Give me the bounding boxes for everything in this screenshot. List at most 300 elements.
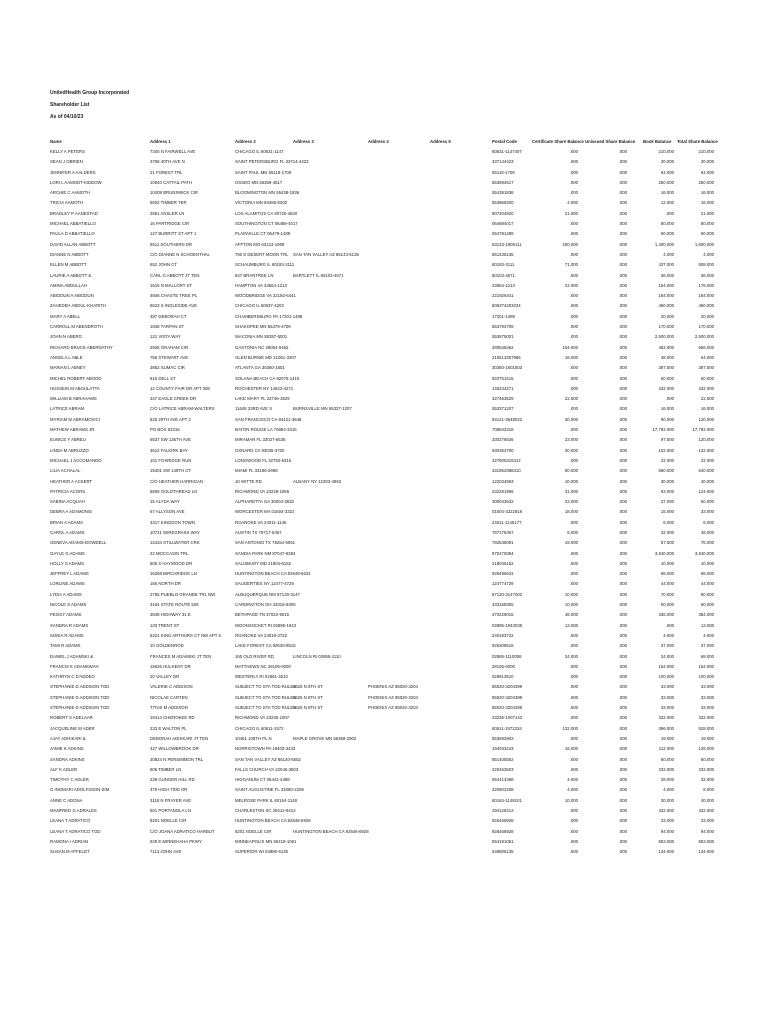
certificate-share-balance-cell: .000 — [569, 766, 578, 772]
unissued-share-balance-cell: .000 — [618, 385, 627, 391]
name-cell: LORLINE ADAMS — [50, 581, 85, 587]
table-row — [0, 334, 770, 344]
unissued-share-balance-cell: .000 — [618, 838, 627, 844]
address-3-cell: BARTLETT IL 60103-4571 — [293, 272, 344, 278]
table-row — [0, 406, 770, 416]
address-2-cell: ROCHESTER NY 14623-4271 — [235, 385, 294, 391]
unissued-share-balance-cell: .000 — [618, 499, 627, 505]
name-cell: JAMIE K ADKINS — [50, 746, 84, 752]
unissued-share-balance-cell: .000 — [618, 179, 627, 185]
total-share-balance-cell: 20.000 — [700, 159, 714, 165]
certificate-share-balance-cell: 6.000 — [567, 529, 578, 535]
postal-code-cell: 554191061 — [492, 838, 514, 844]
total-share-balance-cell: 176.000 — [698, 282, 714, 288]
address-1-cell: 20 VALLEY DR — [150, 674, 180, 680]
address-1-cell: C/O HEATHER HARRIGAN — [150, 478, 203, 484]
book-balance-cell: 60.000 — [660, 231, 674, 237]
address-1-cell: 475 HIGH TIDE DR — [150, 787, 188, 793]
address-1-cell: 501 PORTANOLA LN — [150, 808, 191, 813]
unissued-share-balance-cell: .000 — [618, 529, 627, 535]
address-1-cell: 121 VISTA WAY — [150, 334, 181, 340]
address-1-cell: 756 STEWART AVE — [150, 354, 189, 360]
certificate-share-balance-cell: 16.000 — [564, 746, 578, 752]
total-share-balance-cell: 6.000 — [703, 519, 714, 525]
name-cell: RAMONA I ADRIAN — [50, 838, 89, 844]
certificate-share-balance-cell: .000 — [569, 715, 578, 721]
certificate-share-balance-cell: .000 — [569, 385, 578, 391]
unissued-share-balance-cell: .000 — [618, 705, 627, 711]
address-2-cell: MINNEAPOLIS MN 55419-1061 — [235, 838, 297, 844]
unissued-share-balance-cell: .000 — [618, 560, 627, 566]
unissued-share-balance-cell: .000 — [618, 468, 627, 474]
address-2-cell: LAKE MARY FL 32746-3529 — [235, 396, 290, 402]
postal-code-cell: 370229015 — [492, 612, 514, 618]
total-share-balance-cell: 4.000 — [703, 251, 714, 257]
address-2-cell: CARDINGTON OH 43315-9305 — [235, 602, 296, 608]
address-2-cell: RICHMOND VA 23235-1007 — [235, 715, 290, 721]
book-balance-cell: 64.000 — [660, 169, 674, 175]
address-1-cell: 10721 WIREGRASS WAY — [150, 529, 200, 535]
address-2-cell: SCHAUMBURG IL 60193-3111 — [235, 262, 295, 268]
certificate-share-balance-cell: .000 — [569, 231, 578, 237]
table-row — [0, 561, 770, 571]
unissued-share-balance-cell: .000 — [618, 612, 627, 618]
table-row — [0, 200, 770, 210]
name-cell: LINDA M ABRUZZO — [50, 447, 89, 453]
column-header-total-share-balance: Total Share Balance — [677, 139, 718, 144]
postal-code-cell: 548806135 — [492, 849, 514, 855]
postal-code-cell: 851436135 — [492, 251, 514, 257]
postal-code-cell: 146234271 — [492, 385, 514, 391]
postal-code-cell: 63123-1909111 — [492, 241, 522, 247]
book-balance-cell: 154.000 — [658, 282, 674, 288]
book-balance-cell: 44.000 — [660, 581, 674, 587]
total-share-balance-cell: 40.000 — [700, 797, 714, 803]
address-1-cell: 6537 SW 136TH AVE — [150, 437, 192, 443]
certificate-share-balance-cell: 48.000 — [564, 612, 578, 618]
total-share-balance-cell: 32.000 — [700, 777, 714, 783]
book-balance-cell: 66.000 — [660, 571, 674, 577]
certificate-share-balance-cell: 30.000 — [564, 447, 578, 453]
total-share-balance-cell: 100.000 — [698, 674, 714, 680]
address-2-cell: HAMPTON VA 23664-1213 — [235, 282, 287, 288]
name-cell: HOLLY S ADAMS — [50, 560, 84, 566]
address-2-cell: AUSTIN TX 78717-5367 — [235, 529, 282, 535]
book-balance-cell: 460.000 — [658, 303, 674, 309]
book-balance-cell: 560.000 — [658, 468, 674, 474]
address-3-cell: 5625 N 8TH ST — [293, 684, 323, 690]
address-2-cell: LOS ALAMITOS CA 90720-4820 — [235, 210, 298, 216]
book-balance-cell: 437.000 — [658, 262, 674, 268]
unissued-share-balance-cell: .000 — [618, 354, 627, 360]
certificate-share-balance-cell: .000 — [569, 334, 578, 340]
address-2-cell: SANDIA PARK NM 87047-9394 — [235, 550, 296, 556]
table-row — [0, 654, 770, 664]
table-row — [0, 602, 770, 612]
name-cell: STEPHANIE D ADDISON TOD — [50, 705, 110, 711]
address-1-cell: 133 TRENT ST — [150, 622, 180, 628]
unissued-share-balance-cell: .000 — [618, 694, 627, 700]
address-1-cell: 5602 TIMBER TER — [150, 200, 187, 206]
address-2-cell: ALPHARETTA GA 30004-3632 — [235, 499, 294, 505]
name-cell: WILLIAM B ABRAHAMS — [50, 396, 97, 402]
postal-code-cell: 433159305 — [492, 602, 514, 608]
address-2-cell: LONGWOOD FL 32750-5315 — [235, 457, 292, 463]
postal-code-cell: 60193-3111 — [492, 262, 515, 268]
unissued-share-balance-cell: .000 — [618, 488, 627, 494]
name-cell: RICHARD BRUCE ABERNATHY — [50, 344, 113, 350]
postal-code-cell: 782546091 — [492, 540, 514, 546]
unissued-share-balance-cell: .000 — [618, 221, 627, 227]
certificate-share-balance-cell: .000 — [569, 427, 578, 433]
address-1-cell: 427 WILLOWBROOK DR — [150, 746, 199, 752]
book-balance-cell: 60.000 — [660, 756, 674, 762]
postal-code-cell: 320802208 — [492, 787, 514, 793]
certificate-share-balance-cell: .000 — [569, 849, 578, 855]
total-share-balance-cell: 3,940.000 — [694, 550, 714, 556]
book-balance-cell: 48.000 — [660, 354, 674, 360]
name-cell: SONIA R ADAMS — [50, 632, 84, 638]
address-2-cell: WOONSOCKET RI 02895-1943 — [235, 622, 297, 628]
address-2-cell: CHAMBERSBURG PA 17201-1498 — [235, 313, 303, 319]
unissued-share-balance-cell: .000 — [618, 406, 627, 412]
table-row — [0, 736, 770, 746]
unissued-share-balance-cell: .000 — [618, 653, 627, 659]
address-1-cell: 2926 GRAHAM CIR — [150, 344, 189, 350]
certificate-share-balance-cell: .000 — [569, 272, 578, 278]
book-balance-cell: 33.000 — [660, 694, 674, 700]
total-share-balance-cell: 16.000 — [700, 200, 714, 206]
name-cell: MARY A ABELL — [50, 313, 81, 319]
address-1-cell: 6608 GOLDTHREAD LN — [150, 488, 198, 494]
address-3-cell: ALBANY NY 12203-4963 — [293, 478, 342, 484]
total-share-balance-cell: 13.000 — [700, 622, 714, 628]
name-cell: DEBRA A ADAMONIS — [50, 509, 93, 515]
total-share-balance-cell: 384.000 — [698, 612, 714, 618]
unissued-share-balance-cell: .000 — [618, 303, 627, 309]
address-1-cell: 3548 HIGHWAY 31 E — [150, 612, 191, 618]
postal-code-cell: 124774729 — [492, 581, 514, 587]
table-row — [0, 479, 770, 489]
table-row — [0, 159, 770, 169]
postal-code-cell: 064414388 — [492, 777, 514, 783]
name-cell: STEPHANIE D ADDISON TOD — [50, 684, 110, 690]
total-share-balance-cell: 17,792.000 — [692, 427, 714, 433]
postal-code-cell: 85020-3204399 — [492, 694, 523, 700]
book-balance-cell: 97.000 — [660, 437, 674, 443]
postal-code-cell: 064894017 — [492, 221, 514, 227]
total-share-balance-cell: 640.000 — [698, 468, 714, 474]
postal-code-cell: 331962988310 — [492, 468, 521, 474]
book-balance-cell: 15.000 — [660, 509, 674, 515]
table-row — [0, 499, 770, 509]
name-cell: JENNIFER A AALDERS — [50, 169, 96, 175]
total-share-balance-cell: 76.000 — [700, 540, 714, 546]
unissued-share-balance-cell: .000 — [618, 602, 627, 608]
postal-code-cell: 23235-1007142 — [492, 715, 523, 721]
name-cell: ANGELA L ABLE — [50, 354, 83, 360]
table-row — [0, 633, 770, 643]
unissued-share-balance-cell: .000 — [618, 293, 627, 299]
certificate-share-balance-cell: .000 — [569, 735, 578, 741]
book-balance-cell: 36.000 — [660, 272, 674, 278]
table-row — [0, 149, 770, 159]
total-share-balance-cell: 44.000 — [700, 581, 714, 587]
address-2-cell: SUBJECT TO STA TOD RULES — [235, 684, 297, 690]
address-2-cell: RICHMOND VA 23228-1956 — [235, 488, 290, 494]
table-row — [0, 190, 770, 200]
name-cell: TIMOTHY C ADLER — [50, 777, 89, 783]
certificate-share-balance-cell: .000 — [569, 365, 578, 371]
book-balance-cell: 33.000 — [660, 705, 674, 711]
unissued-share-balance-cell: .000 — [618, 210, 627, 216]
table-row — [0, 839, 770, 849]
unissued-share-balance-cell: .000 — [618, 509, 627, 515]
name-cell: SANDRA ADKINS — [50, 756, 85, 762]
postal-code-cell: 553371207 — [492, 406, 514, 412]
postal-code-cell: 87120-3147002 — [492, 591, 523, 597]
table-row — [0, 303, 770, 313]
total-share-balance-cell: 48.000 — [700, 529, 714, 535]
table-row — [0, 705, 770, 715]
unissued-share-balance-cell: .000 — [618, 591, 627, 597]
address-2-cell: 11648 23RD AVE S — [235, 406, 273, 412]
table-row — [0, 509, 770, 519]
postal-code-cell: 064791489 — [492, 231, 514, 237]
book-balance-cell: 30.000 — [660, 797, 674, 803]
postal-code-cell: 94121-3648022 — [492, 416, 523, 422]
address-3-cell: 5625 N 8TH ST — [293, 694, 323, 700]
table-row — [0, 293, 770, 303]
unissued-share-balance-cell: .000 — [618, 313, 627, 319]
postal-code-cell: 926466928 — [492, 828, 514, 834]
certificate-share-balance-cell: .000 — [569, 838, 578, 844]
address-2-cell: AFFTON MO 63123-1909 — [235, 241, 285, 247]
address-2-cell: LAKE FOREST CA 92630-8515 — [235, 643, 296, 649]
table-row — [0, 345, 770, 355]
total-share-balance-cell: 22.000 — [700, 457, 714, 463]
name-cell: LEANA T ADRATICO — [50, 818, 91, 824]
postal-code-cell: 194033443 — [492, 746, 514, 752]
unissued-share-balance-cell: .000 — [618, 149, 627, 154]
table-row — [0, 715, 770, 725]
table-row — [0, 643, 770, 653]
table-row — [0, 273, 770, 283]
name-cell: TRICIA AAMOTH — [50, 200, 84, 206]
name-cell: ANNE C ADONA — [50, 797, 83, 803]
unissued-share-balance-cell: .000 — [618, 756, 627, 762]
certificate-share-balance-cell: 13.000 — [564, 622, 578, 628]
book-balance-cell: 492.000 — [658, 344, 674, 350]
address-1-cell: 166 NORTH DR — [150, 581, 181, 587]
table-row — [0, 684, 770, 694]
book-balance-cell: 90.000 — [660, 416, 674, 422]
address-1-cell: TITUS M ADDISON — [150, 705, 188, 711]
name-cell: PAULA D ABBATIELLO — [50, 231, 95, 237]
postal-code-cell: 60611-1572334 — [492, 725, 522, 731]
address-1-cell: 8201 NOELLE CIR — [150, 818, 187, 824]
book-balance-cell: .000 — [665, 396, 674, 402]
postal-code-cell: 337144423 — [492, 159, 514, 165]
total-share-balance-cell: 50.000 — [700, 499, 714, 505]
total-share-balance-cell: 21.000 — [700, 210, 714, 216]
certificate-share-balance-cell: 22.000 — [564, 396, 578, 402]
address-2-cell: 10 WITTE RD — [235, 478, 262, 484]
address-2-cell: SAINT AUGUSTINE FL 32080-2208 — [235, 787, 304, 793]
address-2-cell: SALISBURY MD 21804-6152 — [235, 560, 291, 566]
unissued-share-balance-cell: .000 — [618, 282, 627, 288]
table-row — [0, 211, 770, 221]
total-share-balance-cell: 387.000 — [698, 365, 714, 371]
certificate-share-balance-cell: .000 — [569, 313, 578, 319]
total-share-balance-cell: 184.000 — [698, 293, 714, 299]
table-row — [0, 417, 770, 427]
table-row — [0, 396, 770, 406]
table-row — [0, 437, 770, 447]
address-1-cell: PO BOX 83316 — [150, 427, 180, 433]
name-cell: BRADLEY P AANESTAD — [50, 210, 98, 216]
postal-code-cell: 01604-3322816 — [492, 509, 523, 515]
address-1-cell: 15626 HULKENY DR — [150, 663, 191, 669]
address-1-cell: 233 E WALTON PL — [150, 725, 187, 731]
address-2-cell: CHARLESTON SC 29412-8412 — [235, 808, 296, 813]
address-2-cell: BATON ROUGE LA 70884-3316 — [235, 427, 297, 433]
book-balance-cell: 50.000 — [660, 375, 674, 381]
column-header-certificate-share-balance: Certificate Share Balance — [532, 139, 584, 144]
total-share-balance-cell: 528.000 — [698, 725, 714, 731]
address-2-cell: GASTONIA NC 28054-5462 — [235, 344, 289, 350]
total-share-balance-cell: 50.000 — [700, 375, 714, 381]
name-cell: KATHRYN C D'ADDEO — [50, 674, 95, 680]
postal-code-cell: 708843316 — [492, 427, 514, 433]
name-cell: DIANNE N ABBOTT — [50, 251, 89, 257]
certificate-share-balance-cell: 34.000 — [564, 653, 578, 659]
table-row — [0, 571, 770, 581]
table-row — [0, 314, 770, 324]
book-balance-cell: 22.000 — [660, 457, 674, 463]
unissued-share-balance-cell: .000 — [618, 540, 627, 546]
certificate-share-balance-cell: .000 — [569, 293, 578, 299]
postal-code-cell: 210613307966 — [492, 354, 521, 360]
postal-code-cell: 85020-3204399 — [492, 705, 523, 711]
total-share-balance-cell: 10.000 — [700, 560, 714, 566]
book-balance-cell: 27.000 — [660, 499, 674, 505]
certificate-share-balance-cell: 80.000 — [564, 468, 578, 474]
total-share-balance-cell: 8.000 — [703, 787, 714, 793]
address-3-cell: MAPLE GROVE MN 55369-2902 — [293, 735, 357, 741]
total-share-balance-cell: 33.000 — [700, 694, 714, 700]
postal-code-cell: 85020-3204399 — [492, 684, 523, 690]
total-share-balance-cell: 36.000 — [700, 272, 714, 278]
total-share-balance-cell: 60.000 — [700, 602, 714, 608]
book-balance-cell: 33.000 — [660, 684, 674, 690]
certificate-share-balance-cell: .000 — [569, 632, 578, 638]
postal-code-cell: 300043632 — [492, 499, 514, 505]
unissued-share-balance-cell: .000 — [618, 437, 627, 443]
address-1-cell: 1848 TARPAN ST — [150, 324, 185, 330]
postal-code-cell: 926308515 — [492, 643, 514, 649]
postal-code-cell: 17201-1498 — [492, 313, 515, 319]
address-1-cell: 6221 KING ARTHURS CT NW APT 6 — [150, 632, 221, 638]
address-3-cell: LINCOLN RI 02865-1110 — [293, 653, 341, 659]
name-cell: SEAN J OBRIEN — [50, 159, 83, 165]
postal-code-cell: 553694517 — [492, 179, 514, 185]
postal-code-cell: 553868200 — [492, 200, 514, 206]
address-1-cell: 4317 KINGDON TOWN — [150, 519, 195, 525]
total-share-balance-cell: 33.000 — [700, 684, 714, 690]
postal-code-cell: 122034963 — [492, 478, 514, 484]
unissued-share-balance-cell: .000 — [618, 324, 627, 330]
postal-code-cell: 240193722 — [492, 632, 514, 638]
address-1-cell: 3768 40TH AVE N — [150, 159, 185, 165]
name-cell: BRIAN A ADAMS — [50, 519, 83, 525]
address-1-cell: 2755 PUEBLO GRANDE TRL NW — [150, 591, 216, 597]
address-2-cell: WACONIA MN 55387-5001 — [235, 334, 288, 340]
book-balance-cell: 170.000 — [658, 324, 674, 330]
postal-code-cell: 870479394 — [492, 550, 514, 556]
address-2-cell: WESTERLY RI 02891-3510 — [235, 674, 288, 680]
column-header-address-3: Address 3 — [293, 139, 314, 144]
name-cell: MARIAN L ABNEY — [50, 365, 86, 371]
postal-code-cell: 55118-1709 — [492, 169, 515, 175]
address-2-cell: HUNTINGTON BEACH CA 92649-6631 — [235, 571, 311, 577]
unissued-share-balance-cell: .000 — [618, 808, 627, 813]
certificate-share-balance-cell: .000 — [569, 643, 578, 649]
table-row — [0, 849, 770, 859]
certificate-share-balance-cell: .000 — [569, 221, 578, 227]
address-1-cell: 3184 STATE ROUTE 529 — [150, 602, 199, 608]
name-cell: KELLY A PETERS — [50, 149, 85, 154]
name-cell: FRANCIS K ADANKWAH — [50, 663, 99, 669]
certificate-share-balance-cell: 30.000 — [564, 416, 578, 422]
total-share-balance-cell: 332.000 — [698, 715, 714, 721]
unissued-share-balance-cell: .000 — [618, 766, 627, 772]
table-row — [0, 612, 770, 622]
postal-code-cell: 920751415 — [492, 375, 514, 381]
book-balance-cell: 4.000 — [663, 787, 674, 793]
certificate-share-balance-cell: 21.000 — [564, 210, 578, 216]
address-2-cell: SUBJECT TO STA TOD RULES — [235, 705, 297, 711]
total-share-balance-cell: 120.000 — [698, 416, 714, 422]
address-2-cell: MIRAMAR FL 33027-6535 — [235, 437, 286, 443]
unissued-share-balance-cell: .000 — [618, 684, 627, 690]
column-header-row — [0, 139, 770, 147]
name-cell: STEPHANIE D ADDISON TOD — [50, 694, 110, 700]
certificate-share-balance-cell: .000 — [569, 560, 578, 566]
certificate-share-balance-cell: .000 — [569, 550, 578, 556]
name-cell: MATHEW ABRAMS JR — [50, 427, 95, 433]
certificate-share-balance-cell: 23.000 — [564, 499, 578, 505]
certificate-share-balance-cell: .000 — [569, 756, 578, 762]
certificate-share-balance-cell: .000 — [569, 457, 578, 463]
name-cell: AMINA ABDULLAH — [50, 282, 88, 288]
table-row — [0, 221, 770, 231]
address-2-cell: ROANOKE VA 24011-1146 — [235, 519, 287, 525]
address-2-cell: SOLANA BEACH CA 92075-1415 — [235, 375, 300, 381]
total-share-balance-cell: 66.000 — [700, 571, 714, 577]
table-row — [0, 674, 770, 684]
unissued-share-balance-cell: .000 — [618, 550, 627, 556]
unissued-share-balance-cell: .000 — [618, 818, 627, 824]
address-2-cell: HUNTINGTON BEACH CA 92646-6928 — [235, 818, 311, 824]
address-1-cell: C/O DIANNE N SCHOENTHAL — [150, 251, 210, 257]
postal-code-cell: 028913510 — [492, 674, 514, 680]
certificate-share-balance-cell: .000 — [569, 808, 578, 813]
postal-code-cell: 294128412 — [492, 808, 514, 813]
total-share-balance-cell: 33.000 — [700, 705, 714, 711]
address-1-cell: 820 29TH AVE APT 2 — [150, 416, 191, 422]
unissued-share-balance-cell: .000 — [618, 643, 627, 649]
